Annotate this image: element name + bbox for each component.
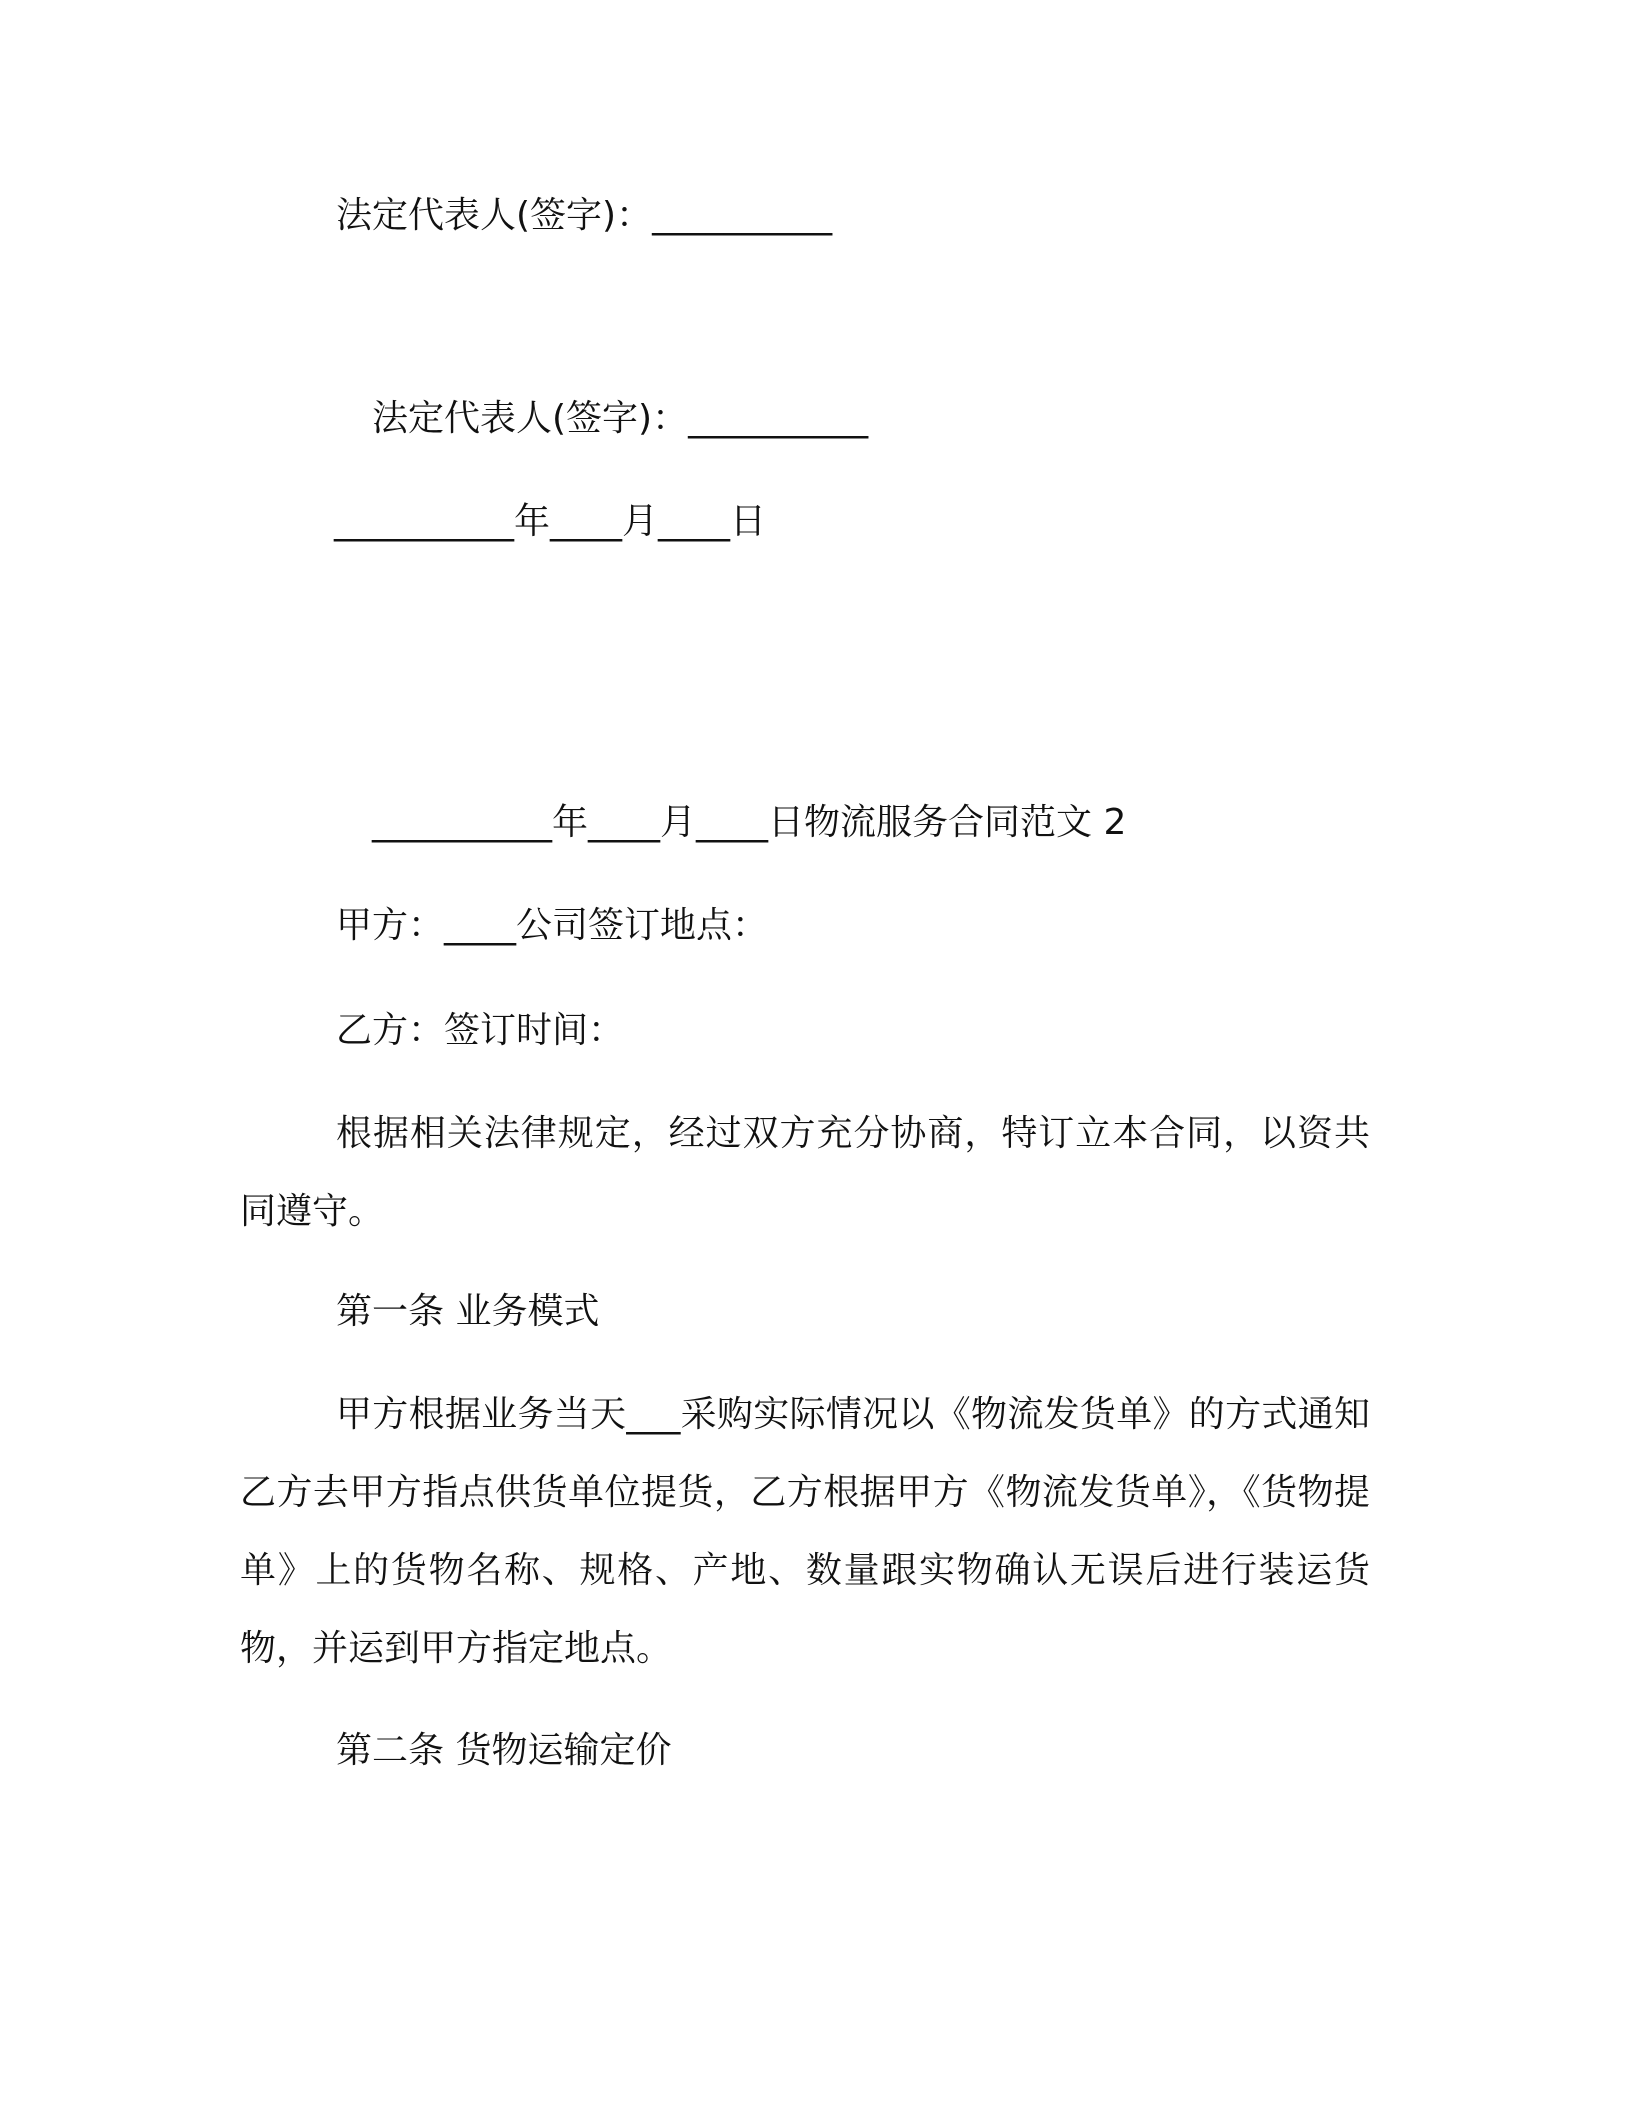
article-1-heading: 第一条 业务模式 xyxy=(336,1291,600,1332)
document-title: __________年____月____日物流服务合同范文 2 xyxy=(372,802,1127,843)
legal-representative-signature-line: 法定代表人(签字)：__________ xyxy=(336,195,833,236)
article-2-heading: 第二条 货物运输定价 xyxy=(336,1730,672,1771)
date-line: __________年____月____日 xyxy=(334,501,766,542)
party-a-line: 甲方：____公司签订地点： xyxy=(336,905,769,946)
preamble-paragraph: 根据相关法律规定，经过双方充分协商，特订立本合同，以资共同遵守。 xyxy=(240,1113,1370,1232)
article-1-paragraph: 甲方根据业务当天___采购实际情况以《物流发货单》的方式通知乙方去甲方指点供货单位提货，乙方根据甲方《物流发货单》，《货物提单》上的货物名称、规格、产地、数量跟实物确认无误后进行装运货物，并运到甲方指定地点。 xyxy=(240,1394,1370,1669)
legal-representative-signature-line-2: 法定代表人(签字)：__________ xyxy=(372,398,869,439)
party-b-line: 乙方：签订时间： xyxy=(336,1010,625,1051)
